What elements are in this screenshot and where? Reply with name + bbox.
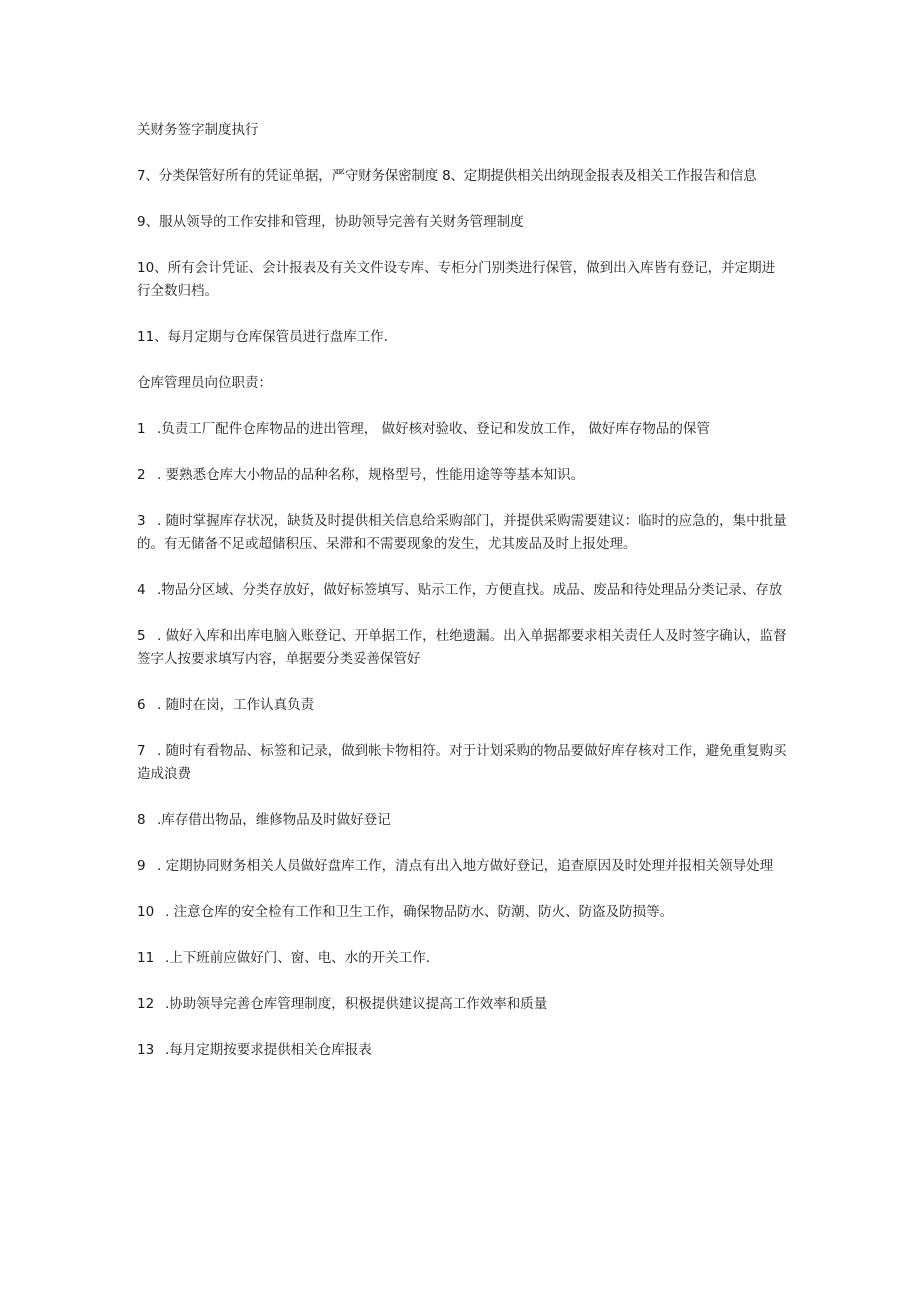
document-body bbox=[137, 119, 787, 1085]
list-item-number: 9 bbox=[137, 858, 146, 874]
list-item-text: . 要熟悉仓库大小物品的品种名称，规格型号，性能用途等等基本知识。 bbox=[157, 467, 585, 483]
list-item bbox=[137, 694, 787, 717]
paragraph: 9、服从领导的工作安排和管理，协助领导完善有关财务管理制度 bbox=[137, 214, 524, 230]
paragraph: 11、每月定期与仓库保管员进行盘库工作. bbox=[137, 329, 388, 345]
list-item-number: 10 bbox=[137, 904, 155, 920]
list-item-number: 8 bbox=[137, 812, 146, 828]
list-item-text: .负责工厂配件仓库物品的进出管理， 做好核对验收、登记和发放工作， 做好库存物品的保管 bbox=[157, 421, 710, 437]
list-item bbox=[137, 464, 787, 487]
list-item bbox=[137, 625, 787, 671]
list-item-text: . 随时有看物品、标签和记录，做到帐卡物相符。对于计划采购的物品要做好库存核对工作，避免重复购买造成浪费 bbox=[137, 743, 787, 782]
list-item bbox=[137, 855, 787, 878]
list-item bbox=[137, 809, 787, 832]
list-item bbox=[137, 901, 787, 924]
list-item bbox=[137, 579, 787, 602]
paragraph: 关财务签字制度执行 bbox=[137, 122, 259, 138]
list-item-text: . 随时在岗，工作认真负责 bbox=[157, 697, 315, 713]
list-item-number: 5 bbox=[137, 628, 146, 644]
list-item-number: 12 bbox=[137, 996, 155, 1012]
list-item-number: 7 bbox=[137, 743, 146, 759]
paragraph: 10、所有会计凭证、会计报表及有关文件设专库、专柜分门别类进行保管，做到出入库皆有登记，并定期进行全数归档。 bbox=[137, 260, 776, 299]
list-item bbox=[137, 418, 787, 441]
list-item bbox=[137, 740, 787, 786]
list-item-text: .每月定期按要求提供相关仓库报表 bbox=[165, 1042, 372, 1058]
list-item bbox=[137, 993, 787, 1016]
list-item-text: . 定期协同财务相关人员做好盘库工作，清点有出入地方做好登记，追查原因及时处理并报相关领导处理 bbox=[157, 858, 774, 874]
list-item-text: .库存借出物品，维修物品及时做好登记 bbox=[157, 812, 391, 828]
list-item-number: 1 bbox=[137, 421, 146, 437]
list-item-number: 2 bbox=[137, 467, 146, 483]
list-item-number: 6 bbox=[137, 697, 146, 713]
section-heading: 仓库管理员向位职责： bbox=[137, 375, 272, 391]
list-item-number: 13 bbox=[137, 1042, 155, 1058]
list-item-text: . 注意仓库的安全检有工作和卫生工作，确保物品防水、防潮、防火、防盗及防损等。 bbox=[165, 904, 674, 920]
list-item-text: .协助领导完善仓库管理制度，积极提供建议提高工作效率和质量 bbox=[165, 996, 548, 1012]
list-item-number: 3 bbox=[137, 513, 146, 529]
list-item bbox=[137, 947, 787, 970]
list-item bbox=[137, 1039, 787, 1062]
list-item bbox=[137, 510, 787, 556]
list-item-number: 4 bbox=[137, 582, 146, 598]
list-item-text: .物品分区域、分类存放好，做好标签填写、贴示工作，方便直找。成品、废品和待处理品分类记录、存放 bbox=[157, 582, 783, 598]
list-item-text: .上下班前应做好门、窗、电、水的开关工作. bbox=[165, 950, 431, 966]
list-item-text: . 做好入库和出库电脑入账登记、开单据工作，杜绝遗漏。出入单据都要求相关责任人及时签字确认，监督签字人按要求填写内容，单据要分类妥善保管好 bbox=[137, 628, 787, 667]
paragraph: 7、分类保管好所有的凭证单据，严守财务保密制度 8、定期提供相关出纳现金报表及相关工作报告和信息 bbox=[137, 168, 757, 184]
list-item-text: . 随时掌握库存状况，缺货及时提供相关信息给采购部门，并提供采购需要建议：临时的应急的，集中批量的。有无储备不足或超储积压、呆滞和不需要现象的发生，尤其废品及时上报处理。 bbox=[137, 513, 787, 552]
list-item-number: 11 bbox=[137, 950, 155, 966]
